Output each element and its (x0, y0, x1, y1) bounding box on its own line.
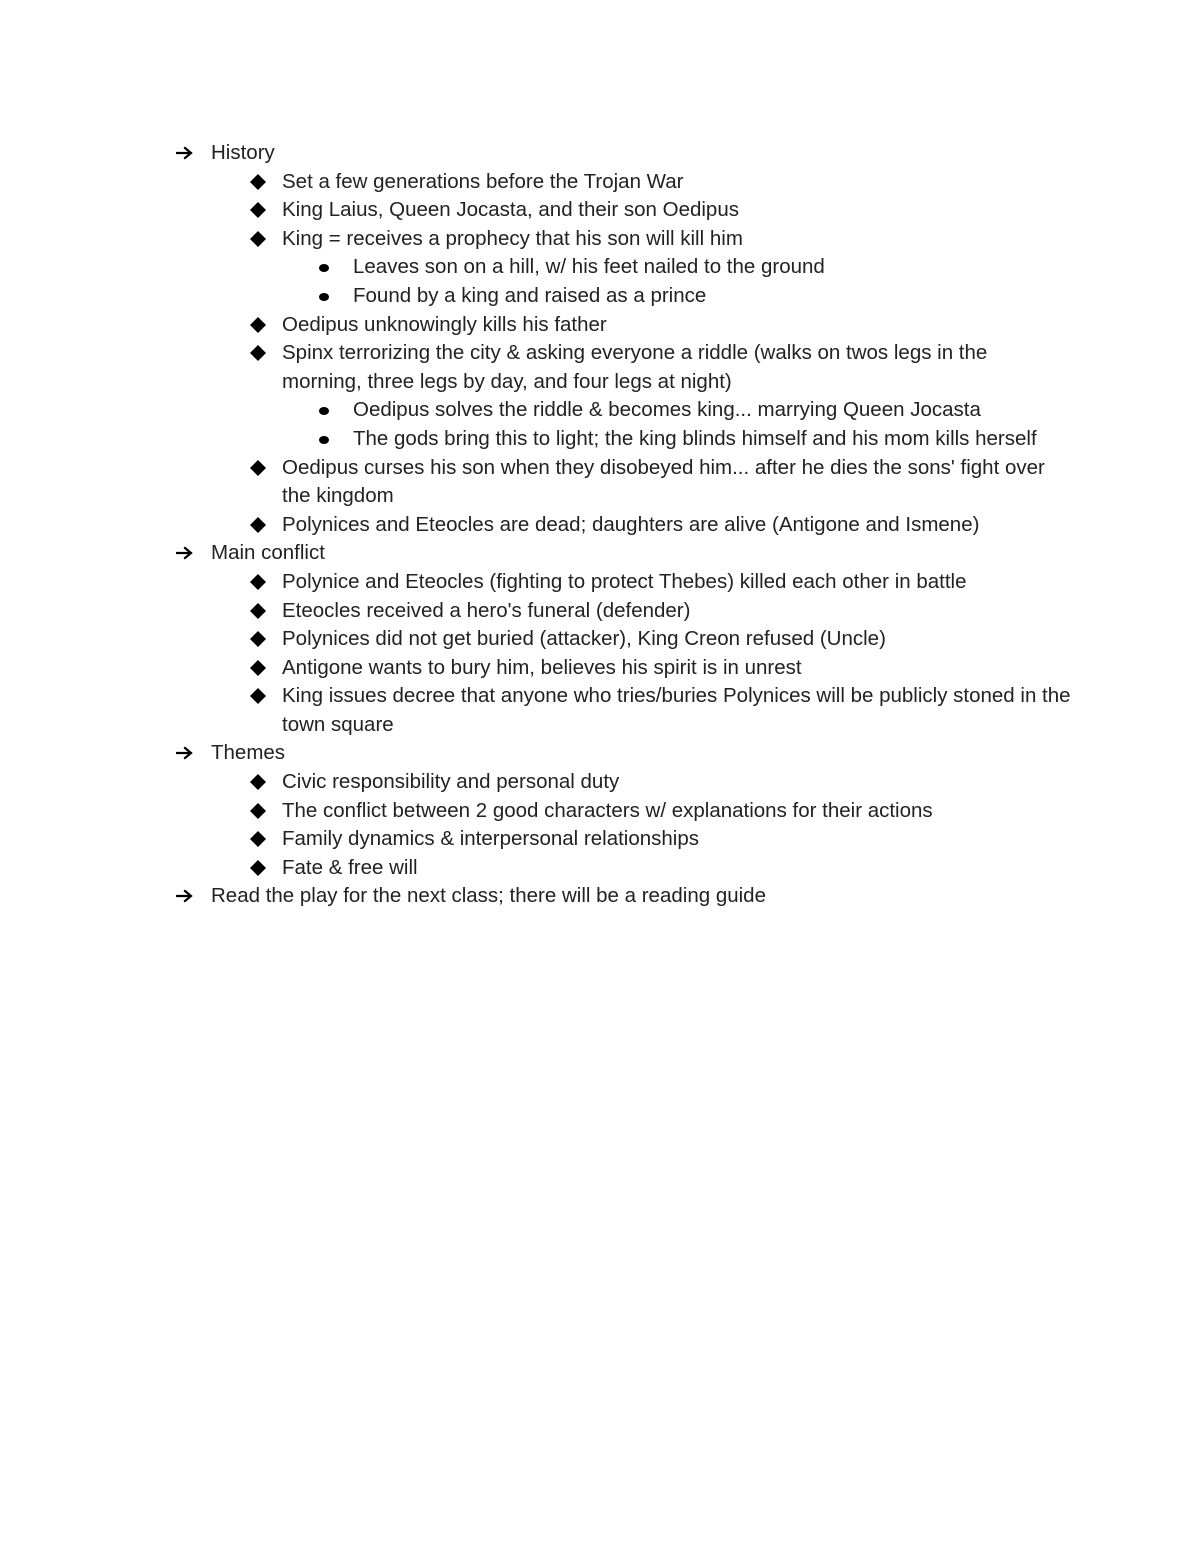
list-item (0, 568, 1072, 597)
list-item (0, 682, 1072, 739)
arrow-right-icon (176, 745, 194, 761)
list-item (0, 282, 1053, 311)
outline-label: History (211, 141, 275, 164)
list-item (0, 597, 1072, 626)
list-item (0, 511, 1072, 540)
list-item-label: King Laius, Queen Jocasta, and their son Oedipus (282, 198, 739, 222)
list-item-label: King issues decree that anyone who tries/buries Polynices will be publicly stoned in the town square (282, 684, 1071, 736)
arrow-right-icon (176, 545, 194, 561)
diamond-icon (249, 659, 267, 677)
diamond-icon (249, 687, 267, 705)
list-item-label: Family dynamics & interpersonal relationships (282, 827, 700, 851)
diamond-icon (249, 344, 267, 362)
list-item (0, 854, 1072, 883)
diamond-icon (249, 630, 267, 648)
list-item (0, 311, 1072, 340)
dot-icon (318, 435, 330, 445)
diamond-icon (249, 516, 267, 534)
document-page (0, 139, 1200, 911)
list-item (0, 225, 1072, 254)
list-item-label: Oedipus unknowingly kills his father (282, 312, 607, 336)
list-item (0, 654, 1072, 683)
list-item-label: Eteocles received a hero's funeral (defender) (282, 598, 691, 622)
list-item-label: Set a few generations before the Trojan War (282, 169, 684, 193)
list-item-label: Polynice and Eteocles (fighting to protect Thebes) killed each other in battle (282, 569, 967, 593)
list-item-label: The gods bring this to light; the king blinds himself and his mom kills herself (353, 426, 1037, 450)
list-item (0, 196, 1072, 225)
outline-item-reading (0, 882, 1200, 911)
list-item (0, 168, 1072, 197)
list-item-label: King = receives a prophecy that his son will kill him (282, 226, 743, 250)
list-item (0, 253, 1053, 282)
list-item (0, 396, 1053, 425)
list-item-label: Polynices and Eteocles are dead; daughters are alive (Antigone and Ismene) (282, 512, 980, 536)
list-item-label: Fate & free will (282, 855, 418, 879)
diamond-icon (249, 773, 267, 791)
list-item (0, 454, 1072, 511)
outline-label: Themes (211, 741, 286, 765)
outline-item-history (0, 139, 1200, 168)
list-item-label: Oedipus solves the riddle & becomes king... marrying Queen Jocasta (353, 398, 981, 422)
dot-icon (318, 263, 330, 273)
list-item (0, 625, 1072, 654)
list-item-label: Found by a king and raised as a prince (353, 283, 707, 307)
list-item-label: The conflict between 2 good characters w/ explanations for their actions (282, 798, 933, 822)
diamond-icon (249, 602, 267, 620)
list-item (0, 425, 1053, 454)
list-item-label: Antigone wants to bury him, believes his spirit is in unrest (282, 655, 802, 679)
diamond-icon (249, 173, 267, 191)
list-item-label: Spinx terrorizing the city & asking everyone a riddle (walks on twos legs in the morning, three legs by day, and four legs at night) (282, 341, 988, 393)
outline-item-themes (0, 739, 1200, 768)
list-item (0, 825, 1072, 854)
arrow-right-icon (176, 888, 194, 904)
diamond-icon (249, 316, 267, 334)
dot-icon (318, 292, 330, 302)
diamond-icon (249, 859, 267, 877)
list-item (0, 797, 1072, 826)
list-item (0, 768, 1072, 797)
diamond-icon (249, 201, 267, 219)
outline-label: Main conflict (211, 541, 325, 565)
list-item-label: Civic responsibility and personal duty (282, 770, 620, 794)
outline-item-main-conflict (0, 539, 1200, 568)
list-item-label: Polynices did not get buried (attacker), King Creon refused (Uncle) (282, 627, 886, 651)
arrow-right-icon (176, 145, 194, 161)
diamond-icon (249, 459, 267, 477)
diamond-icon (249, 802, 267, 820)
list-item (0, 339, 1072, 396)
diamond-icon (249, 230, 267, 248)
outline-label: Read the play for the next class; there will be a reading guide (211, 884, 766, 908)
diamond-icon (249, 830, 267, 848)
diamond-icon (249, 573, 267, 591)
dot-icon (318, 406, 330, 416)
list-item-label: Leaves son on a hill, w/ his feet nailed to the ground (353, 255, 825, 279)
list-item-label: Oedipus curses his son when they disobeyed him... after he dies the sons' fight over the kingdom (282, 455, 1045, 508)
